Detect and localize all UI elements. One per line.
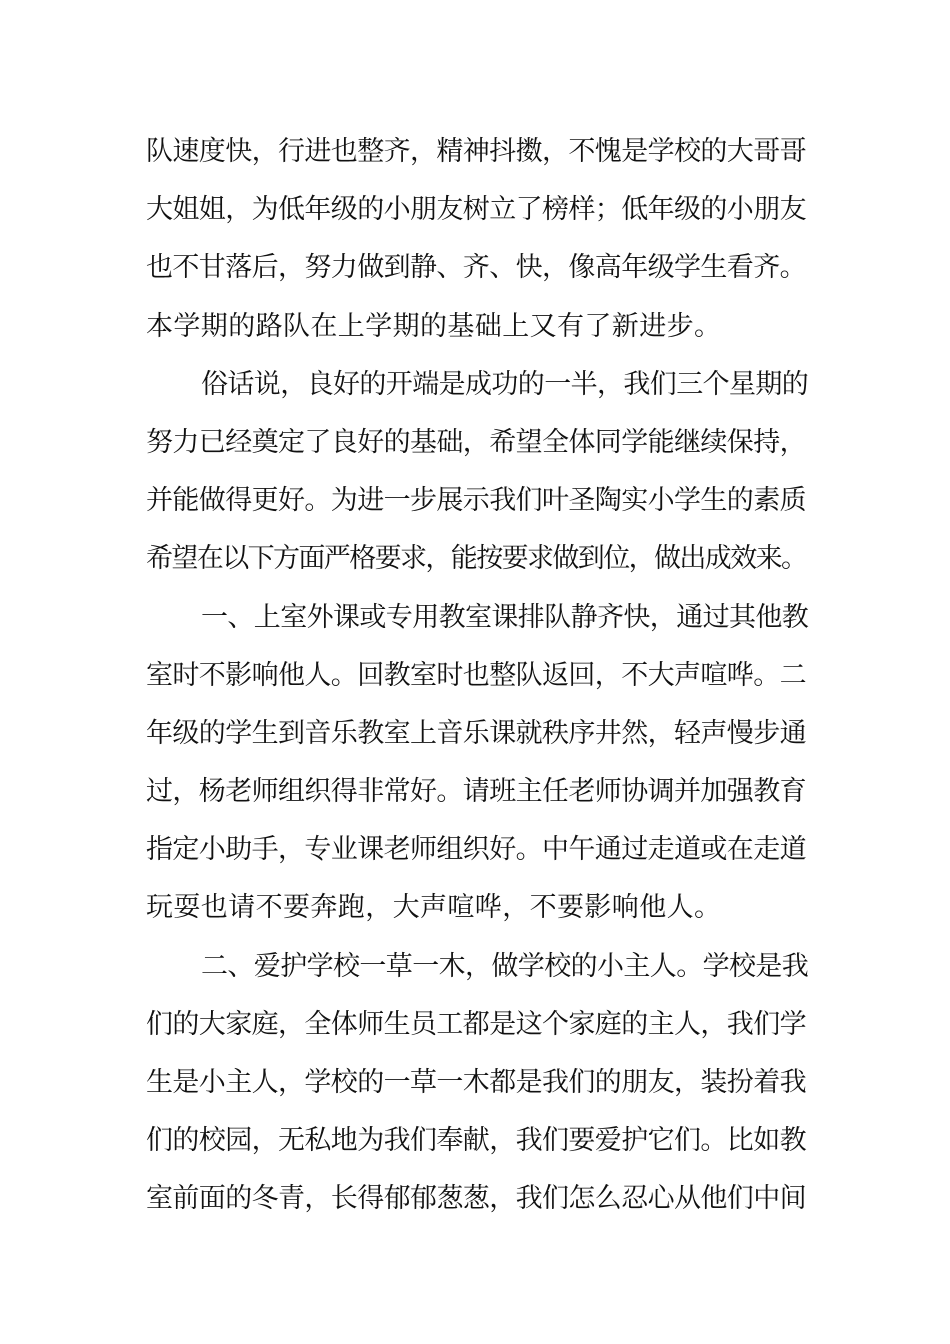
text-line: 年级的学生到音乐教室上音乐课就秩序井然，轻声慢步通	[146, 717, 806, 749]
paragraph-start-line: 俗话说，良好的开端是成功的一半，我们三个星期的	[201, 368, 809, 400]
text-line: 队速度快，行进也整齐，精神抖擞，不愧是学校的大哥哥	[146, 136, 806, 167]
text-line: 努力已经奠定了良好的基础，希望全体同学能继续保持，	[146, 426, 806, 458]
body-text	[146, 123, 811, 1229]
text-line: 生是小主人，学校的一草一木都是我们的朋友，装扮着我	[146, 1067, 806, 1098]
text-line: 室时不影响他人。回教室时也整队返回，不大声喧哗。二	[146, 659, 806, 691]
text-line: 大姐姐，为低年级的小朋友树立了榜样；低年级的小朋友	[146, 194, 806, 226]
paragraph-start-line: 一、上室外课或专用教室课排队静齐快，通过其他教	[201, 601, 809, 633]
text-line: 们的大家庭，全体师生员工都是这个家庭的主人，我们学	[146, 1008, 806, 1040]
text-line: 本学期的路队在上学期的基础上又有了新进步。	[146, 310, 722, 342]
text-line: 过，杨老师组织得非常好。请班主任老师协调并加强教育	[146, 776, 806, 808]
text-line: 室前面的冬青，长得郁郁葱葱，我们怎么忍心从他们中间	[146, 1183, 806, 1215]
text-line: 并能做得更好。为进一步展示我们叶圣陶实小学生的素质	[146, 485, 806, 517]
text-line: 也不甘落后，努力做到静、齐、快，像高年级学生看齐。	[146, 252, 806, 284]
text-line: 们的校园，无私地为我们奉献，我们要爱护它们。比如教	[146, 1125, 806, 1157]
text-line: 指定小助手，专业课老师组织好。中午通过走道或在走道	[146, 834, 806, 866]
text-line: 希望在以下方面严格要求，能按要求做到位，做出成效来。	[146, 543, 807, 575]
text-line: 玩耍也请不要奔跑，大声喧哗，不要影响他人。	[146, 892, 722, 924]
paragraph-start-line: 二、爱护学校一草一木，做学校的小主人。学校是我	[201, 950, 809, 982]
